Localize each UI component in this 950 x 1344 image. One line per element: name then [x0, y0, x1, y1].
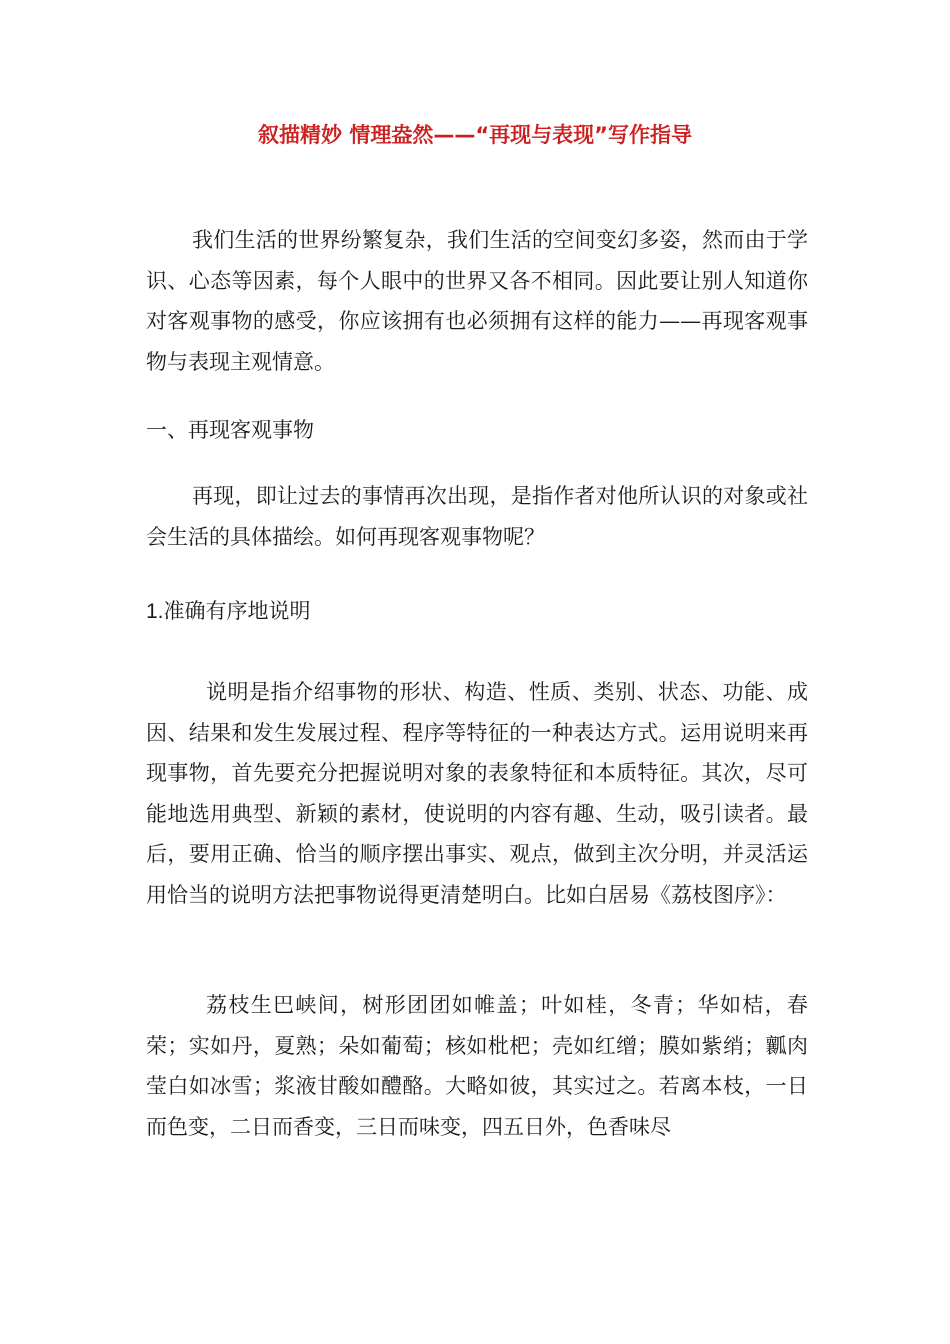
- subsection-number: 1.: [146, 600, 164, 623]
- quote-paragraph: 荔枝生巴峡间，树形团团如帷盖；叶如桂，冬青；华如桔，春荣；实如丹，夏熟；朵如葡萄；核如枇杷；壳如红缯；膜如紫绡；瓤肉莹白如冰雪；浆液甘酸如醴酪。大略如彼，其实过之。若离本枝，一日而色变，二日而香变，三日而味变，四五日外，色香味尽: [146, 993, 808, 1139]
- subsection-title: 准确有序地说明: [163, 599, 311, 623]
- intro-paragraph: 我们生活的世界纷繁复杂，我们生活的空间变幻多姿，然而由于学识、心态等因素，每个人眼中的世界又各不相同。因此要让别人知道你对客观事物的感受，你应该拥有也必须拥有这样的能力——再现客观事物与表现主观情意。: [146, 228, 808, 374]
- section-paragraph-1: 再现，即让过去的事情再次出现，是指作者对他所认识的对象或社会生活的具体描绘。如何再现客观事物呢？: [146, 484, 808, 549]
- section-heading-1: 一、再现客观事物: [146, 418, 314, 442]
- subsection-heading-1: [146, 591, 808, 632]
- document-title: 叙描精妙 情理盎然——“再现与表现”写作指导: [258, 123, 692, 147]
- subsection-paragraph-1: 说明是指介绍事物的形状、构造、性质、类别、状态、功能、成因、结果和发生发展过程、程序等特征的一种表达方式。运用说明来再现事物，首先要充分把握说明对象的表象特征和本质特征。其次，尽可能地选用典型、新颖的素材，使说明的内容有趣、生动，吸引读者。最后，要用正确、恰当的顺序摆出事实、观点，做到主次分明，并灵活运用恰当的说明方法把事物说得更清楚明白。比如白居易《荔枝图序》：: [146, 680, 808, 907]
